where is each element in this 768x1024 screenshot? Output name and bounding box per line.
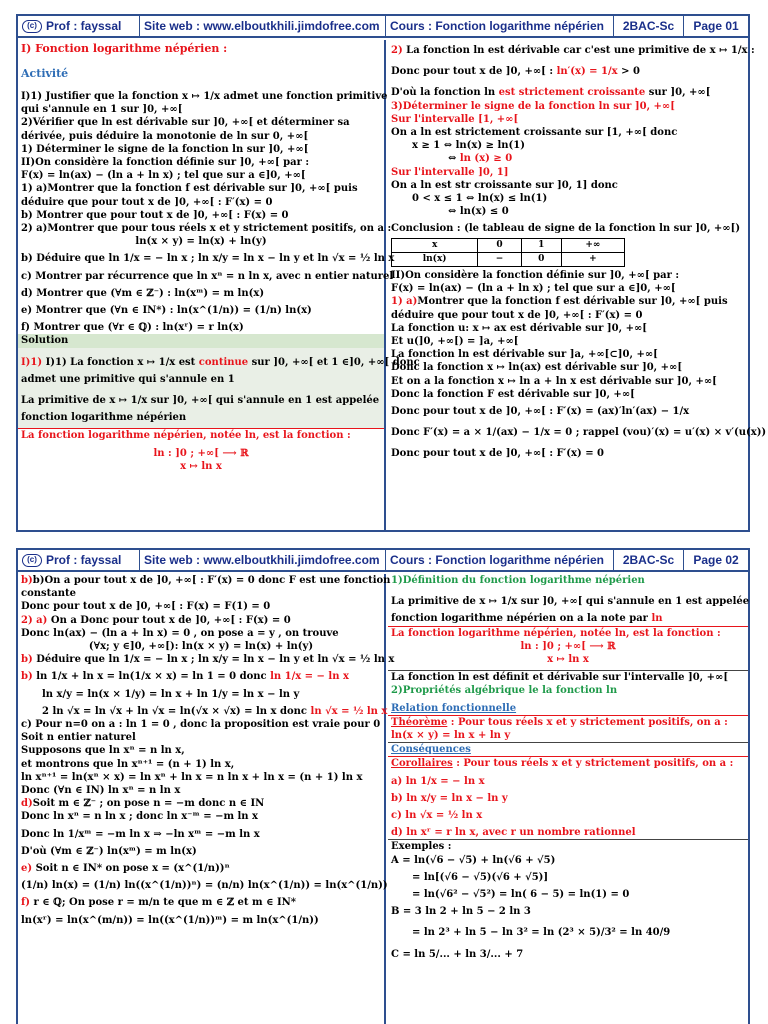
text-line: La fonction u: x ↦ ax est dérivable sur ]0, +∞[ [391, 322, 648, 334]
text-span: d) [21, 798, 33, 810]
formula-line: B = 3 ln 2 + ln 5 − 2 ln 3 [391, 906, 531, 918]
text-line: admet une primitive qui s'annule en 1 [18, 373, 384, 386]
highlight-span: ln [651, 613, 663, 625]
text-span: Soit n ∈ IN* on pose x = (x^(1/n))ⁿ [32, 863, 230, 875]
highlight-span: ln 1/x = − ln x [270, 671, 349, 683]
right-column [388, 40, 767, 530]
subsection-heading: Relation fonctionnelle [391, 702, 517, 714]
page-number: Page 01 [693, 19, 739, 33]
highlight-span: ln (x) ≥ 0 [459, 153, 513, 165]
highlight-span: continue [198, 356, 249, 368]
text-line: déduire que pour tout x de ]0, +∞[ : F′(x) = 0 [21, 196, 273, 208]
solution-label: Solution [18, 334, 384, 347]
prof-cell [18, 16, 140, 36]
text-line: La fonction ln est définit et dérivable sur l'intervalle ]0, +∞[ [388, 670, 748, 684]
text-line: Et on a la fonction x ↦ ln a + ln x est dérivable sur ]0, +∞[ [391, 375, 717, 387]
formula-line: x ↦ ln x [547, 654, 589, 666]
text-span: Soit m ∈ ℤ⁻ ; on pose n = −m donc n ∈ IN [32, 798, 265, 810]
formula-line: a) ln 1/x = − ln x [391, 775, 485, 787]
text-line: Donc (∀n ∈ IN) ln xⁿ = n ln x [21, 785, 181, 797]
formula-line: C = ln 5/... + ln 3/... + 7 [391, 948, 524, 960]
formula-line [388, 152, 748, 165]
course-title: Cours : Fonction logarithme népérien [386, 550, 614, 570]
text-line: F(x) = ln(ax) − (ln a + ln x) ; tel que sur a ∈]0, +∞[ [21, 170, 306, 182]
course-title: Cours : Fonction logarithme népérien [386, 16, 614, 36]
text-span: Déduire que ln 1/x = − ln x ; ln x/y = ln x − ln y et ln √x = ½ ln x [32, 654, 395, 666]
text-span: On a Donc pour tout x de ]0, +∞[ : F(x) = 0 [47, 614, 291, 626]
formula-line: A = ln(√6 − √5) + ln(√6 + √5) [391, 854, 556, 866]
level-label: 2BAC-Sc [614, 550, 684, 570]
formula-line: ⇔ ln(x) ≤ 0 [448, 206, 509, 218]
site-link[interactable]: Site web : www.elboutkhili.jimdofree.com [140, 16, 386, 36]
text-line: b)b)On a pour tout x de ]0, +∞[ : F′(x) = 0 donc F est une fonction [21, 575, 391, 586]
formula-line: = ln(√6² − √5²) = ln( 6 − 5) = ln(1) = 0 [412, 889, 630, 901]
formula-line: ln : ]0 ; +∞[ ⟶ ℝ [520, 640, 616, 652]
formula-line: c) ln √x = ½ ln x [391, 810, 483, 822]
formula-line: ln(xʳ) = ln(x^(m/n)) = ln((x^(1/n))ᵐ) = m ln(x^(1/n)) [21, 914, 319, 926]
text-line: Donc pour tout x de ]0, +∞[ : F(x) = F(1) = 0 [21, 601, 271, 613]
text-line: La primitive de x ↦ 1/x sur ]0, +∞[ qui s'annule en 1 est appelée [18, 394, 384, 407]
text-line [18, 862, 384, 875]
sign-table-cell: + [561, 252, 624, 266]
definition-line: La fonction logarithme népérien, notée ln, est la fonction : [18, 428, 384, 442]
page-header [18, 550, 748, 572]
text-line: Sur l'intervalle [1, +∞[ [391, 113, 519, 125]
text-span: 2) a) [21, 614, 48, 626]
formula-line: (∀x; y ∈]0, +∞[): ln(x × y) = ln(x) + ln(y) [88, 641, 314, 653]
text-span: Corollaires [391, 758, 453, 770]
text-line: Sur l'intervalle ]0, 1] [391, 166, 509, 178]
text-line: e) Montrer que (∀n ∈ IN*) : ln(x^(1/n)) = (1/n) ln(x) [21, 305, 312, 317]
corollary-line [388, 756, 748, 770]
text-line [18, 797, 384, 810]
text-line: 3)Déterminer le signe de la fonction ln sur ]0, +∞[ [391, 100, 675, 112]
text-line: I)1) I)1) La fonction x ↦ 1/x est continue sur ]0, +∞[ et 1 ∈]0, +∞[ donc [18, 356, 384, 369]
formula-line [18, 705, 388, 718]
formula-line: ln x/y = ln(x × 1/y) = ln x + ln 1/y = ln x − ln y [42, 688, 300, 700]
examples-label: Exemples : [388, 839, 748, 853]
formula-line: ln(x × y) = ln x + ln y [391, 730, 511, 742]
page-1 [16, 14, 767, 532]
text-line: On a ln est strictement croissante sur [1, +∞[ donc [391, 127, 678, 139]
text-line: dérivée, puis déduire la monotonie de ln sur 0, +∞[ [21, 130, 309, 142]
sign-table-cell: +∞ [561, 238, 624, 252]
text-line: Et u(]0, +∞[) = ]a, +∞[ [391, 336, 519, 348]
text-line: b) Montrer que pour tout x de ]0, +∞[ : F(x) = 0 [21, 209, 289, 221]
text-line: Donc ln(ax) − (ln a + ln x) = 0 , on pose a = y , on trouve [21, 627, 339, 639]
text-line [18, 896, 384, 909]
text-span: b) [21, 671, 33, 683]
text-line: déduire que pour tout x de ]0, +∞[ : F′(x) = 0 [391, 309, 643, 321]
text-span: 2 ln √x = ln √x + ln √x = ln(√x × √x) = ln x donc [42, 705, 311, 717]
formula-line: ln : ]0 ; +∞[ ⟶ ℝ [153, 447, 249, 459]
theorem-line [388, 715, 748, 729]
text-line: La primitive de x ↦ 1/x sur ]0, +∞[ qui s'annule en 1 est appelée [391, 596, 750, 608]
text-line: 1) a)Montrer que la fonction f est dérivable sur ]0, +∞[ puis [21, 183, 358, 195]
sign-table-cell: 1 [521, 238, 561, 252]
text-line: II)On considère la fonction définie sur ]0, +∞[ par : [21, 157, 310, 169]
highlight-span: est strictement croissante [498, 87, 646, 99]
text-span: La fonction ln est dérivable car c'est une primitive de x ↦ 1/x : [402, 45, 755, 56]
text-line: D'où (∀m ∈ ℤ⁻) ln(xᵐ) = m ln(x) [21, 845, 197, 857]
copyright-logo-icon: (c) [22, 20, 42, 33]
text-line: fonction logarithme népérien [18, 411, 384, 424]
text-line [18, 670, 384, 683]
text-line [388, 86, 748, 99]
text-line: Donc pour tout x de ]0, +∞[ : F′(x) = 0 [391, 448, 605, 460]
sign-table [391, 238, 625, 267]
text-span: b) [21, 654, 33, 666]
text-line: 2) a)Montrer que pour tous réels x et y strictement positifs, on a : [21, 223, 392, 235]
text-line: f) Montrer que (∀r ∈ ℚ) : ln(xʳ) = r ln(x) [21, 322, 244, 334]
text-span: : Pour tous réels x et y strictement positifs, on a : [447, 716, 728, 728]
sign-table-cell: 0 [521, 252, 561, 266]
text-line [18, 614, 384, 627]
prof-name: Prof : fayssal [46, 553, 122, 567]
section-title: I) Fonction logarithme népérien : [21, 42, 228, 55]
text-span: sur ]0, +∞[ [645, 87, 711, 99]
text-line: Donc ln xⁿ = n ln x ; donc ln x⁻ᵐ = −m ln x [21, 811, 259, 823]
text-span: r ∈ ℚ; On pose r = m/n te que m ∈ ℤ et m ∈ IN* [30, 897, 296, 909]
text-span: b)On a pour tout x de ]0, +∞[ : F′(x) = 0 donc F est une fonction [32, 575, 391, 586]
text-line: et montrons que ln xⁿ⁺¹ = (n + 1) ln x, [21, 758, 235, 770]
formula-line: b) ln x/y = ln x − ln y [391, 792, 508, 804]
text-line [388, 612, 748, 625]
text-line: Donc ln 1/xᵐ = −m ln x ⇒ −ln xᵐ = −m ln x [21, 828, 260, 840]
text-line: d) Montrer que (∀m ∈ ℤ⁻) : ln(xᵐ) = m ln(x) [21, 287, 265, 299]
text-line: Donc la fonction x ↦ ln(ax) est dérivable sur ]0, +∞[ [391, 362, 683, 374]
formula-line: x ↦ ln x [180, 460, 222, 472]
activity-label: Activité [21, 67, 69, 80]
section-heading: 1)Définition du fonction logarithme népérien [391, 575, 645, 586]
formula-line: = ln[(√6 − √5)(√6 + √5)] [412, 871, 549, 883]
text-line [388, 44, 755, 57]
text-span: f) [21, 897, 31, 909]
prof-cell [18, 550, 140, 570]
formula-line: x ≥ 1 ⇔ ln(x) ≥ ln(1) [412, 140, 525, 152]
sign-table-cell: x [392, 238, 478, 252]
text-line: Donc F′(x) = a × 1/(ax) − 1/x = 0 ; rappel (vou)′(x) = u′(x) × v′(u(x)) [391, 427, 767, 439]
text-span: Montrer que la fonction f est dérivable sur ]0, +∞[ puis [417, 296, 728, 308]
page-header [18, 16, 748, 38]
highlight-span: ln √x = ½ ln x [310, 705, 388, 717]
text-line [388, 295, 748, 308]
text-span: > 0 [617, 66, 640, 78]
text-span: sur ]0, +∞[ et 1 ∈]0, +∞[ donc [248, 356, 420, 368]
text-span: ⇔ [448, 153, 460, 165]
site-link[interactable]: Site web : www.elboutkhili.jimdofree.com [140, 550, 386, 570]
text-line: II)On considère la fonction définie sur ]0, +∞[ par : [391, 270, 680, 282]
text-span: 2) [391, 45, 403, 56]
definition-line: La fonction logarithme népérien, notée ln, est la fonction : [388, 626, 748, 640]
text-line: 2)Vérifier que ln est dérivable sur ]0, +∞[ et déterminer sa [21, 117, 350, 129]
text-line [388, 65, 748, 78]
text-line: c) Pour n=0 on a : ln 1 = 0 , donc la proposition est vraie pour 0 [21, 719, 381, 731]
text-line: constante [21, 588, 77, 600]
sign-table-cell: 0 [478, 238, 521, 252]
left-column [18, 574, 395, 1024]
text-span: Théorème [391, 716, 448, 728]
text-line [18, 653, 395, 666]
formula-line: ln(x × y) = ln(x) + ln(y) [135, 236, 267, 248]
formula-line: 0 < x ≤ 1 ⇔ ln(x) ≤ ln(1) [412, 193, 548, 205]
text-span: I)1) La fonction x ↦ 1/x est [45, 356, 199, 368]
page-2 [16, 548, 750, 1024]
text-line: b) Déduire que ln 1/x = − ln x ; ln x/y = ln x − ln y et ln √x = ½ ln x [21, 253, 395, 265]
formula-line: ln xⁿ⁺¹ = ln(xⁿ × x) = ln xⁿ + ln x = n ln x + ln x = (n + 1) ln x [21, 771, 363, 783]
copyright-logo-icon: (c) [22, 554, 42, 567]
text-line: La fonction ln est dérivable sur ]a, +∞[⊂]0, +∞[ [391, 349, 658, 361]
text-line: qui s'annule en 1 sur ]0, +∞[ [21, 104, 183, 116]
text-line: Donc la fonction F est dérivable sur ]0, +∞[ [391, 388, 635, 400]
text-span: D'où la fonction ln [391, 87, 499, 99]
sign-table-cell: ln(x) [392, 252, 478, 266]
text-span: fonction logarithme népérien on a la note par [391, 613, 652, 625]
text-span: e) [21, 863, 33, 875]
formula-line: d) ln xʳ = r ln x, avec r un nombre rationnel [391, 827, 636, 839]
text-line: Donc pour tout x de ]0, +∞[ : F′(x) = (ax)′ln′(ax) − 1/x [391, 406, 690, 418]
text-line: Conclusion : (le tableau de signe de la fonction ln sur ]0, +∞[) [391, 223, 741, 235]
page-number: Page 02 [693, 553, 739, 567]
text-line: Supposons que ln xⁿ = n ln x, [21, 745, 185, 757]
text-span: 1) a) [391, 296, 418, 308]
level-label: 2BAC-Sc [614, 16, 684, 36]
sign-table-cell: − [478, 252, 521, 266]
text-line: F(x) = ln(ax) − (ln a + ln x) ; tel que sur a ∈]0, +∞[ [391, 283, 676, 295]
formula-line: (1/n) ln(x) = (1/n) ln((x^(1/n))ⁿ) = (n/n) ln(x^(1/n)) = ln(x^(1/n)) [21, 880, 388, 892]
formula-line: = ln 2³ + ln 5 − ln 3² = ln (2³ × 5)/3² = ln 40/9 [412, 927, 671, 939]
text-span: : Pour tous réels x et y strictement positifs, on a : [452, 758, 734, 770]
text-line: Soit n entier naturel [21, 732, 136, 744]
prof-name: Prof : fayssal [46, 19, 122, 33]
text-line: c) Montrer par récurrence que ln xⁿ = n ln x, avec n entier naturel [21, 270, 394, 282]
text-line: I)1) Justifier que la fonction x ↦ 1/x admet une fonction primitive [21, 91, 388, 102]
subsection-heading: Conséquences [388, 742, 748, 756]
highlight-span: ln′(x) = 1/x [556, 66, 618, 78]
left-column [18, 40, 420, 530]
section-heading: 2)Propriétés algébrique le la fonction ln [391, 685, 618, 697]
right-column [388, 574, 748, 1024]
text-span: Donc pour tout x de ]0, +∞[ : [391, 66, 557, 78]
text-span: ln 1/x + ln x = ln(1/x × x) = ln 1 = 0 donc [32, 671, 271, 683]
text-line: 1) Déterminer le signe de la fonction ln sur ]0, +∞[ [21, 143, 309, 155]
text-line: On a ln est str croissante sur ]0, 1] donc [391, 179, 618, 191]
